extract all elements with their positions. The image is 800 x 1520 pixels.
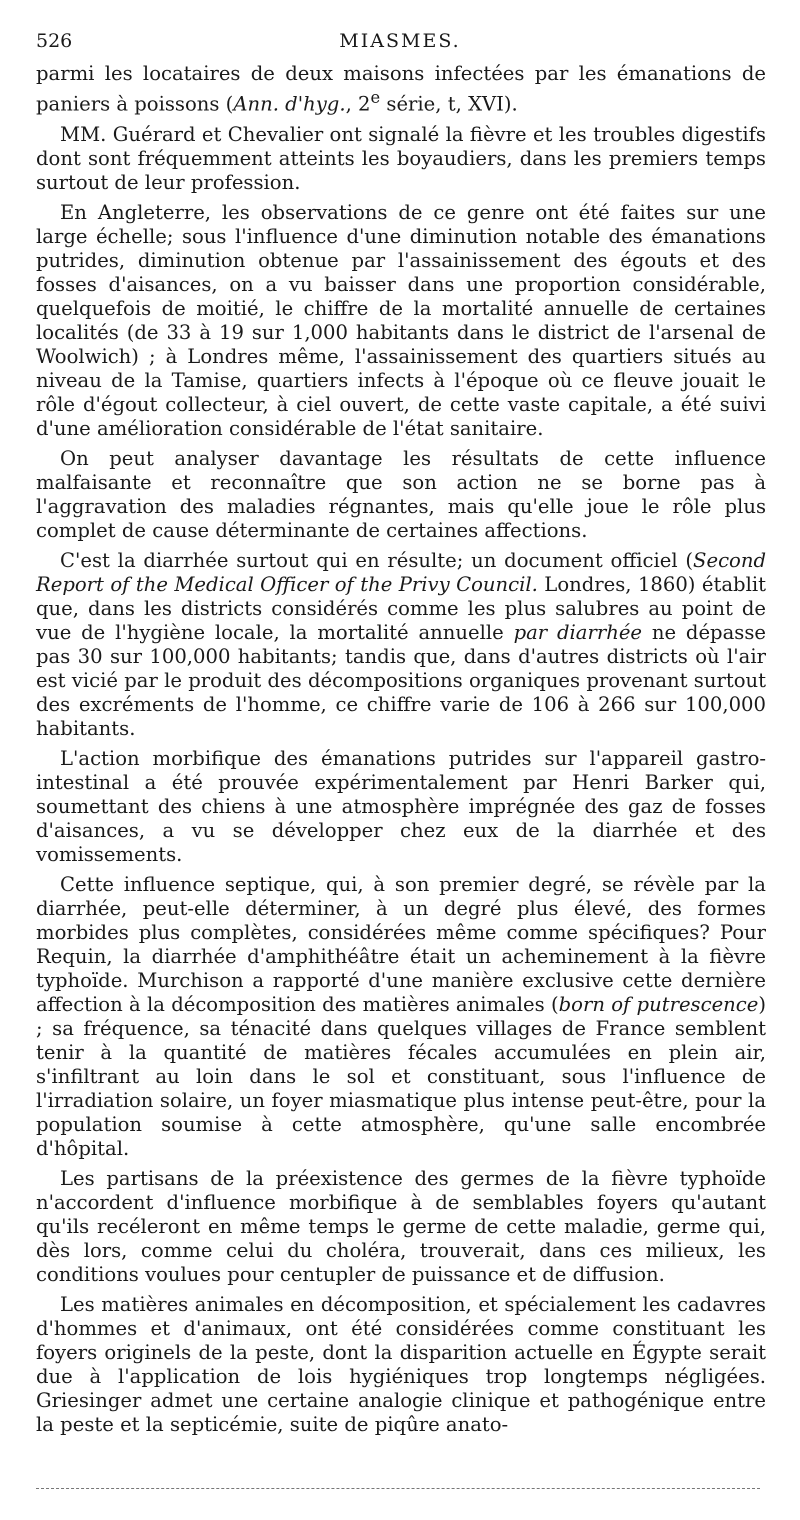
italic-text: born of putrescence [558, 992, 759, 1016]
text-segment: Londres, 1860) établit que, dans les districts considérés comme les plus salubres au point de vue de l'hygiène locale, la mortalité annuelle [36, 572, 766, 644]
text-segment: ) ; sa fréquence, sa ténacité dans quelques villages de France semblent tenir à la quantité de matières fécales accumulées en plein air, s'infiltrant au loin dans le sol et constituant, sous l'influence de l'irradiation solaire, un foyer miasmatique plus intense peut-être, pour la population soumise à cette atmosphère, qu'une salle encombrée d'hôpital. [36, 992, 767, 1160]
paragraph [36, 1293, 766, 1437]
superscript-text: e [370, 88, 381, 107]
paragraph [36, 62, 766, 117]
paragraph [36, 873, 766, 1161]
text-segment: Les partisans de la préexistence des germes de la fièvre typhoïde n'accordent d'influence morbifique à de semblables foyers qu'autant qu'ils recéleront en même temps le germe de cette maladie, germe qui, dès lors, comme celui du choléra, trouverait, dans ces milieux, les conditions voulues pour centupler de puissance et de diffusion. [36, 1166, 766, 1286]
body-text [36, 62, 766, 1443]
running-title: MIASMES. [339, 30, 461, 52]
text-segment: série, t, XVI). [380, 92, 518, 116]
text-segment: MM. Guérard et Chevalier ont signalé la fièvre et les troubles digestifs dont sont fréquemment atteints les boyaudiers, dans les premiers temps surtout de leur profession. [36, 122, 766, 194]
paragraph [36, 747, 766, 867]
text-segment: parmi les locataires de deux maisons infectées par les émanations de paniers à poissons ( [36, 62, 766, 116]
text-segment: On peut analyser davantage les résultats de cette influence malfaisante et reconnaître que son action ne se borne pas à l'aggravation des maladies régnantes, mais qu'elle joue le rôle plus complet de cause déterminante de certaines affections. [36, 446, 766, 542]
text-segment: L'action morbifique des émanations putrides sur l'appareil gastro-intestinal a été prouvée expérimentalement par Henri Barker qui, soumettant des chiens à une atmosphère imprégnée des gaz de fosses d'aisances, a vu se développer chez eux de la diarrhée et des vomissements. [36, 746, 766, 866]
page-number: 526 [36, 30, 73, 52]
footer-rule [36, 1488, 760, 1489]
italic-text: Ann. d'hyg. [233, 92, 346, 116]
text-segment: Cette influence septique, qui, à son premier degré, se révèle par la diarrhée, peut-elle déterminer, à un degré plus élevé, des formes morbides plus complètes, considérées même comme spécifiques? Pour Requin, la diarrhée d'amphithéâtre était un acheminement à la fièvre typhoïde. Murchison a rapporté d'une manière exclusive cette dernière affection à la décomposition des matières animales ( [36, 872, 766, 1016]
paragraph [36, 1167, 766, 1287]
text-segment: ne dépasse pas 30 sur 100,000 habitants; tandis que, dans d'autres districts où l'air est vicié par le produit des décompositions organiques provenant surtout des excréments de l'homme, ce chiffre varie de 106 à 266 sur 100,000 habitants. [36, 620, 766, 740]
text-segment: , 2 [345, 92, 371, 116]
running-head [36, 30, 764, 60]
italic-text: par diarrhée [513, 620, 643, 644]
paragraph [36, 447, 766, 543]
paragraph [36, 123, 766, 195]
text-segment: C'est la diarrhée surtout qui en résulte; un document officiel ( [60, 548, 694, 572]
italic-text: Second Report of the Medical Officer of the Privy Council. [36, 548, 766, 596]
text-segment: En Angleterre, les observations de ce genre ont été faites sur une large échelle; sous l'influence d'une diminution notable des émanations putrides, diminution obtenue par l'assainissement des égouts et des fosses d'aisances, on a vu baisser dans une proportion considérable, quelquefois de moitié, le chiffre de la mortalité annuelle de certaines localités (de 33 à 19 sur 1,000 habitants dans le district de l'arsenal de Woolwich) ; à Londres même, l'assainissement des quartiers situés au niveau de la Tamise, quartiers infects à l'époque où ce fleuve jouait le rôle d'égout collecteur, à ciel ouvert, de cette vaste capitale, a été suivi d'une amélioration considérable de l'état sanitaire. [36, 200, 766, 440]
text-segment: Les matières animales en décomposition, et spécialement les cadavres d'hommes et d'animaux, ont été considérées comme constituant les foyers originels de la peste, dont la disparition actuelle en Égypte serait due à l'application de lois hygiéniques trop longtemps négligées. Griesinger admet une certaine analogie clinique et pathogénique entre la peste et la septicémie, suite de piqûre anato- [36, 1292, 766, 1436]
paragraph [36, 549, 766, 741]
paragraph [36, 201, 766, 441]
